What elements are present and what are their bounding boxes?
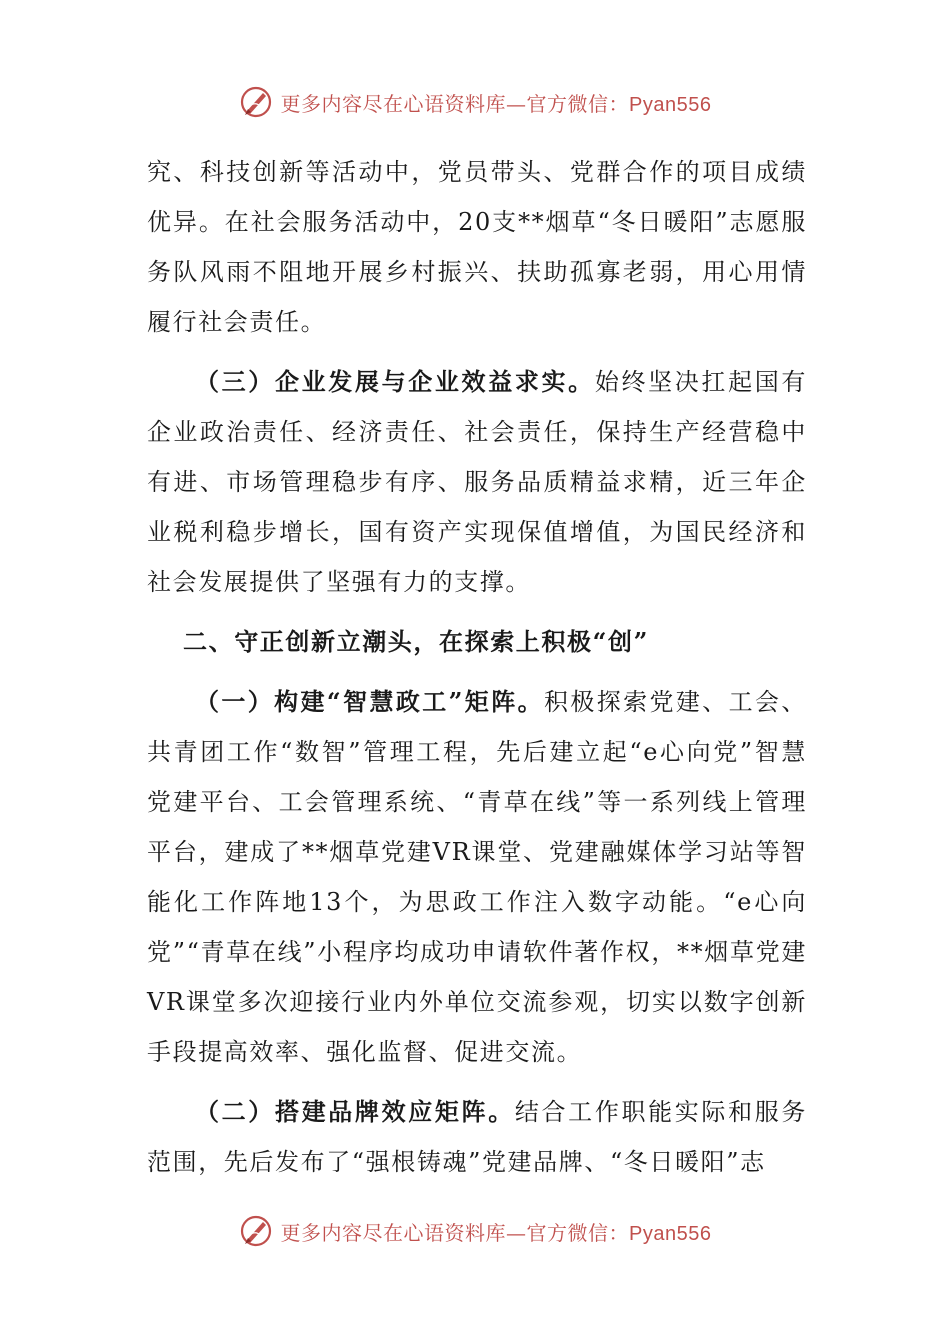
paragraph-enterprise-development (147, 357, 807, 607)
paragraph-brand-effect (147, 1087, 807, 1187)
footer-banner-text (281, 1217, 712, 1246)
pen-seal-logo-icon (239, 1214, 273, 1248)
pen-seal-logo-icon (239, 85, 273, 119)
paragraph-smart-political-work (147, 677, 807, 1077)
header-banner-text (281, 88, 712, 117)
section-heading: 二、守正创新立潮头，在探索上积极“创” (183, 627, 650, 656)
paragraph-text: 积极探索党建、工会、共青团工作“数智”管理工程，先后建立起“e心向党”智慧党建平台、工会管理系统、“青草在线”等一系列线上管理平台，建成了**烟草党建VR课堂、党建融媒体学习站等智能化工作阵地13个，为思政工作注入数字动能。“e心向党”“青草在线”小程序均成功申请软件著作权，**烟草党建VR课堂多次迎接行业内外单位交流参观，切实以数字创新手段提高效率、强化监督、促进交流。 (147, 688, 808, 1066)
footer-banner (0, 1211, 950, 1251)
footer-banner-cn: 更多内容尽在心语资料库—官方微信： (280, 1220, 630, 1245)
header-banner-wechat-id: Pyan556 (629, 93, 712, 116)
paragraph-lead-heading: （三）企业发展与企业效益求实。 (195, 367, 595, 396)
header-banner (0, 82, 950, 122)
header-banner-cn: 更多内容尽在心语资料库—官方微信： (280, 91, 630, 116)
footer-banner-wechat-id: Pyan556 (629, 1222, 712, 1245)
paragraph-continuation: 究、科技创新等活动中，党员带头、党群合作的项目成绩优异。在社会服务活动中，20支**烟草“冬日暖阳”志愿服务队风雨不阻地开展乡村振兴、扶助孤寡老弱，用心用情履行社会责任。 (147, 158, 807, 336)
paragraph-lead-heading: （二）搭建品牌效应矩阵。 (195, 1097, 515, 1126)
document-body (147, 147, 807, 1187)
paragraph-text: 结合工作职能实际和服务范围，先后发布了“强根铸魂”党建品牌、“冬日暖阳”志 (147, 1098, 807, 1176)
paragraph-lead-heading: （一）构建“智慧政工”矩阵。 (195, 687, 544, 716)
paragraph-text: 始终坚决扛起国有企业政治责任、经济责任、社会责任，保持生产经营稳中有进、市场管理稳步有序、服务品质精益求精，近三年企业税利稳步增长，国有资产实现保值增值，为国民经济和社会发展提供了坚强有力的支撑。 (147, 368, 807, 596)
